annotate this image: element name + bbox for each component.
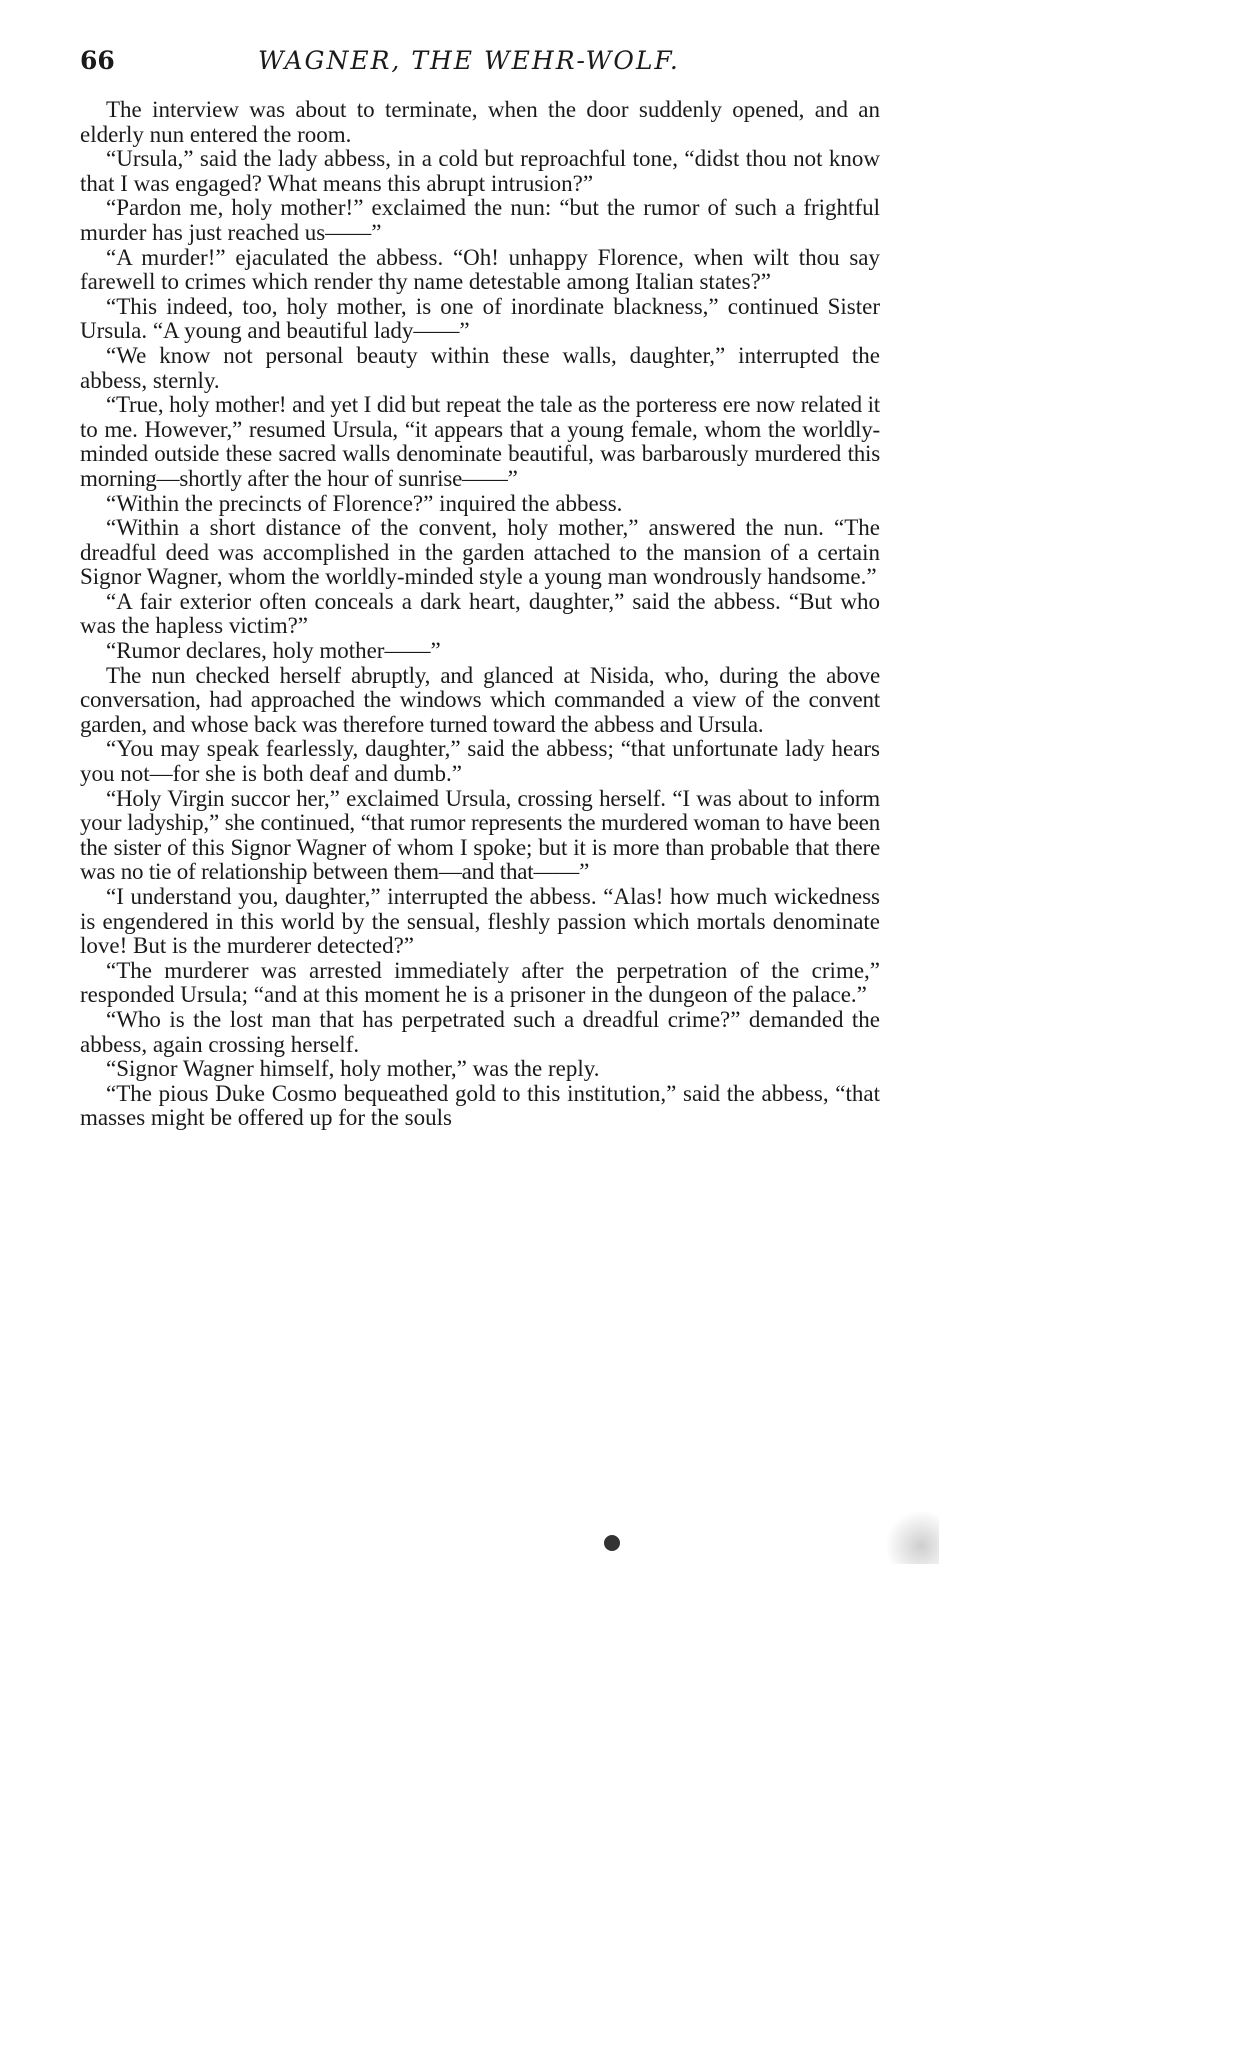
paragraph: “Who is the lost man that has perpetrated such a dreadful crime?” demanded the abbess, again crossing herself. [80, 1006, 880, 1057]
page-number: 66 [80, 46, 115, 75]
body-text [80, 98, 880, 1131]
paragraph: “Within a short distance of the convent, holy mother,” answered the nun. “The dreadful deed was accomplished in the garden attached to the mansion of a certain Signor Wagner, whom the worldly-minded style a young man wondrously handsome.” [80, 515, 880, 590]
paragraph: The nun checked herself abruptly, and glanced at Nisida, who, during the above conversation, had approached the windows which commanded a view of the convent garden, and whose back was therefore turned toward the abbess and Ursula. [80, 662, 880, 737]
paragraph: “A fair exterior often conceals a dark heart, daughter,” said the abbess. “But who was the hapless victim?” [80, 588, 880, 639]
paragraph: “I understand you, daughter,” interrupted the abbess. “Alas! how much wickedness is engendered in this world by the sensual, fleshly passion which mortals denominate love! But is the murderer detected?” [80, 884, 880, 959]
paragraph: “True, holy mother! and yet I did but repeat the tale as the porteress ere now related it to me. However,” resumed Ursula, “it appears that a young female, whom the worldly-minded outside these sacred walls denominate beautiful, was barbarously murdered this morning—shortly after the hour of sunrise——” [80, 392, 880, 491]
printer-mark [604, 1535, 620, 1551]
paper-speckle [879, 1504, 939, 1564]
page-header [80, 46, 880, 80]
paragraph: “A murder!” ejaculated the abbess. “Oh! unhappy Florence, when wilt thou say farewell to crimes which render thy name detestable among Italian states?” [80, 244, 880, 295]
paragraph: “This indeed, too, holy mother, is one of inordinate blackness,” continued Sister Ursula. “A young and beautiful lady——” [80, 293, 880, 344]
paragraph: “The pious Duke Cosmo bequeathed gold to this institution,” said the abbess, “that masses might be offered up for the souls [80, 1080, 880, 1131]
paragraph: “Ursula,” said the lady abbess, in a cold but reproachful tone, “didst thou not know that I was engaged? What means this abrupt intrusion?” [80, 146, 880, 196]
paragraph: “Rumor declares, holy mother——” [106, 638, 441, 664]
running-title: WAGNER, THE WEHR-WOLF. [258, 46, 680, 75]
paragraph: “Signor Wagner himself, holy mother,” was the reply. [106, 1056, 600, 1082]
paragraph: The interview was about to terminate, when the door suddenly opened, and an elderly nun entered the room. [80, 97, 880, 147]
paragraph: “You may speak fearlessly, daughter,” said the abbess; “that unfortunate lady hears you not—for she is both deaf and dumb.” [80, 736, 880, 787]
paragraph: “Pardon me, holy mother!” exclaimed the nun: “but the rumor of such a frightful murder has just reached us——” [80, 195, 880, 245]
paragraph: “We know not personal beauty within these walls, daughter,” interrupted the abbess, sternly. [80, 342, 880, 393]
paragraph: “Within the precincts of Florence?” inquired the abbess. [106, 490, 623, 516]
paragraph: “Holy Virgin succor her,” exclaimed Ursula, crossing herself. “I was about to inform your ladyship,” she continued, “that rumor represents the murdered woman to have been the sister of this Signor Wagner of whom I spoke; but it is more than probable that there was no tie of relationship between them—and that——” [80, 785, 880, 885]
paragraph: “The murderer was arrested immediately after the perpetration of the crime,” responded Ursula; “and at this moment he is a prisoner in the dungeon of the palace.” [80, 957, 880, 1008]
